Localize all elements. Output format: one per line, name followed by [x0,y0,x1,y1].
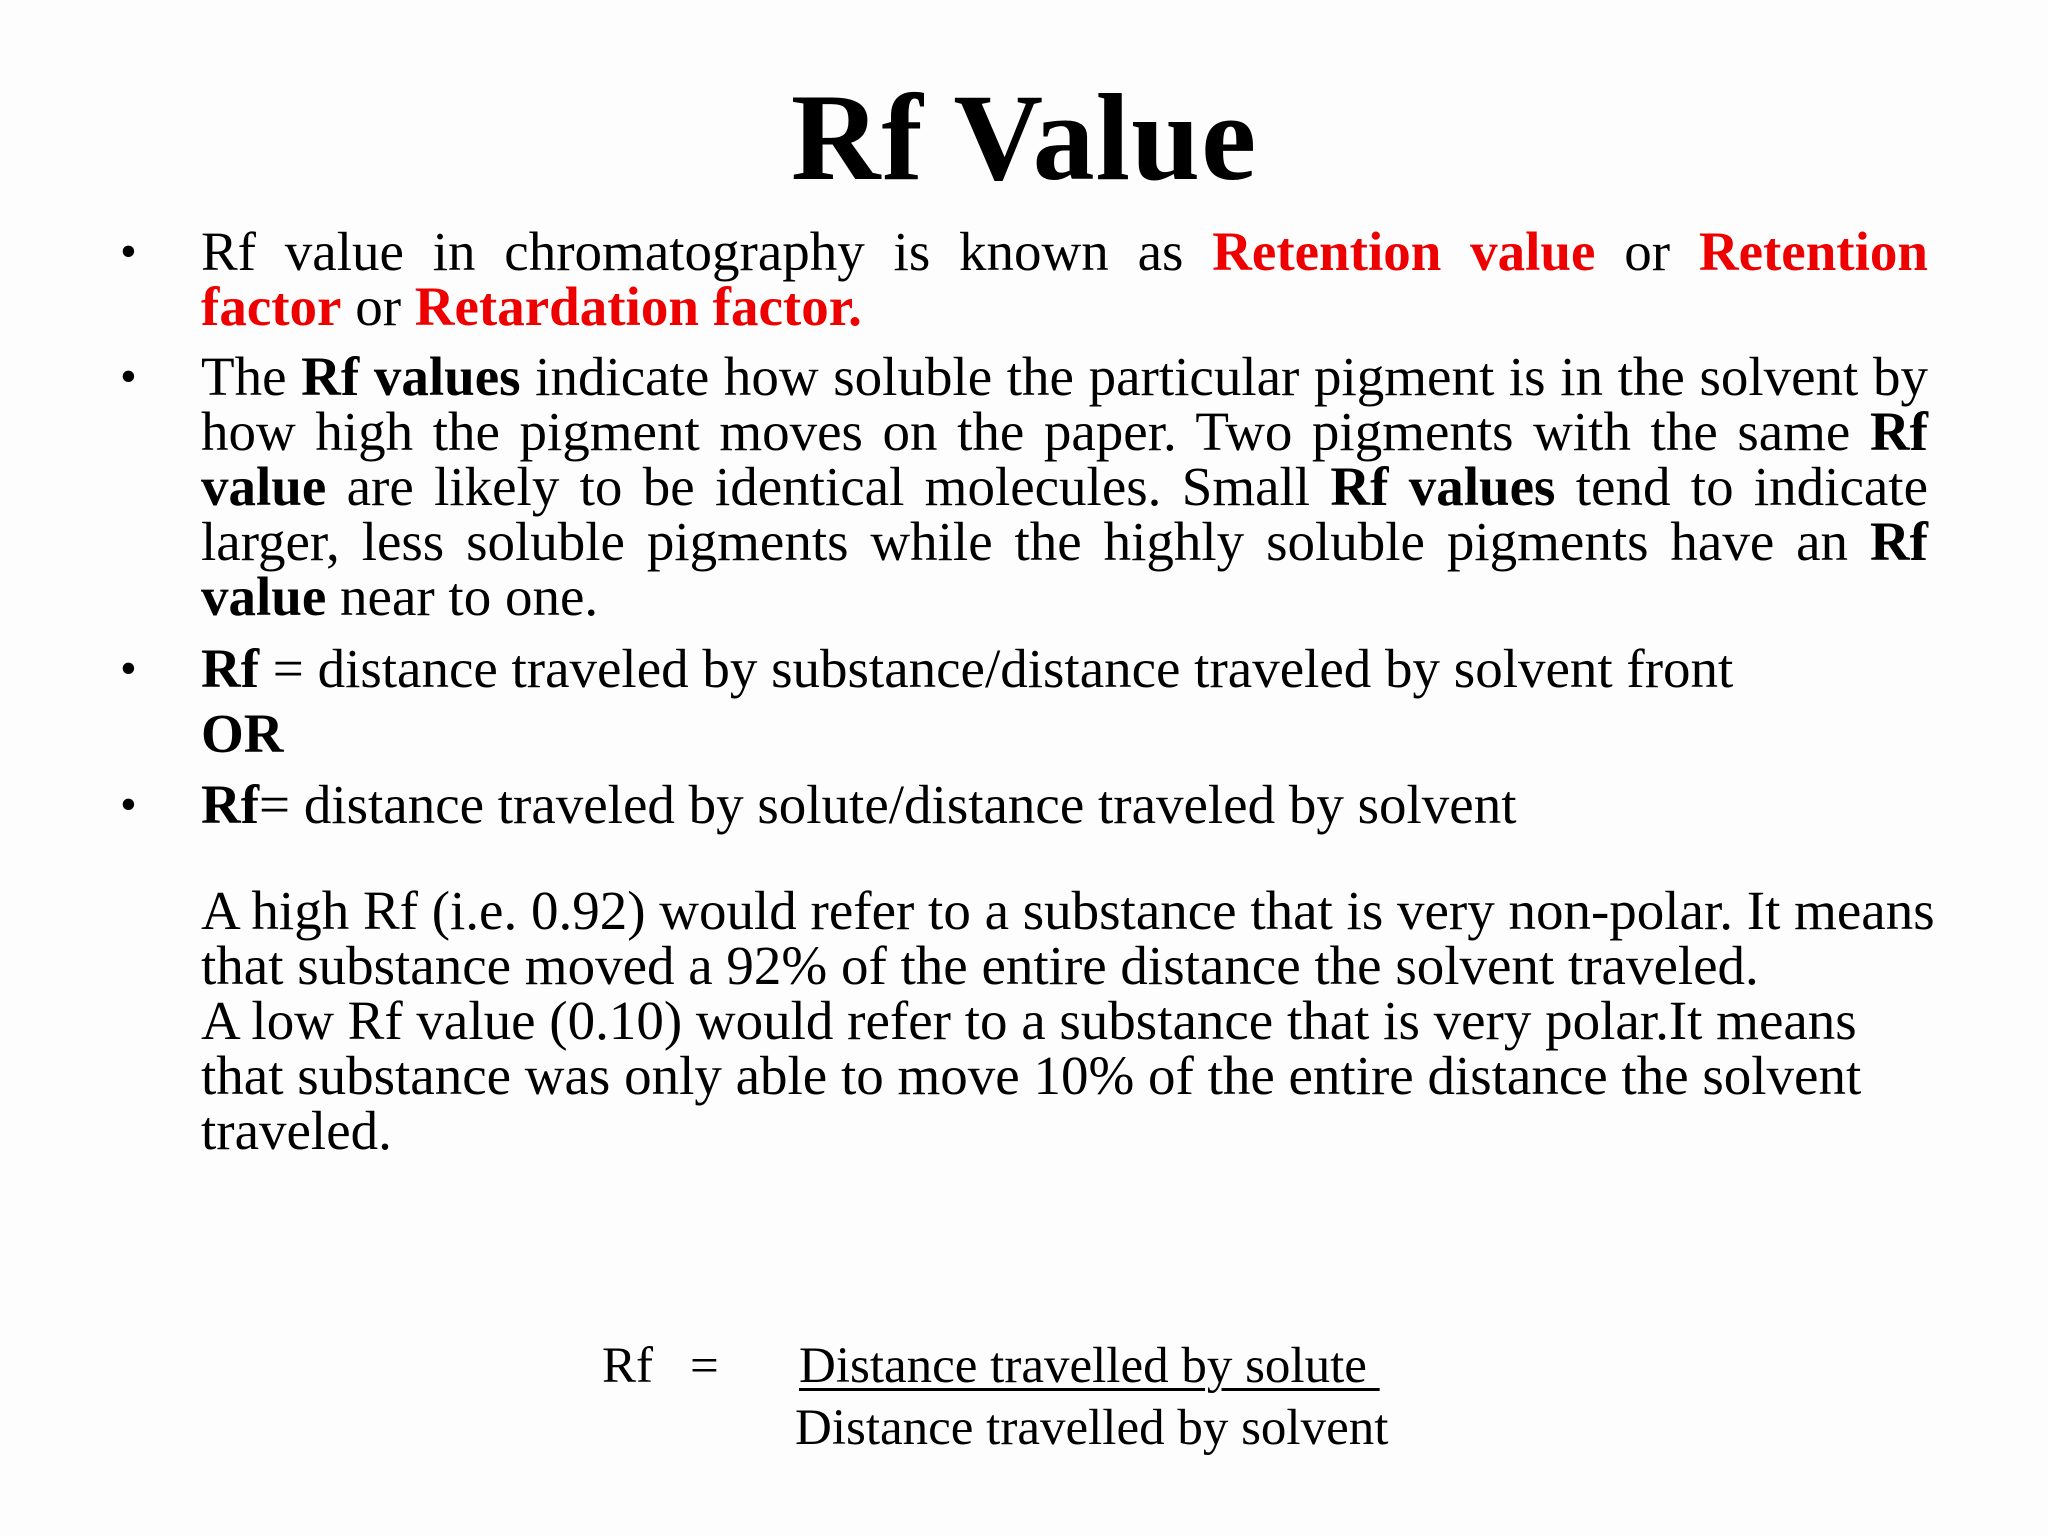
highlight-retention-factor: Retention factor [201,221,1928,337]
formula-equals: = [690,1338,719,1394]
bullet-text: Rf value in chromatography is known as [201,221,1213,282]
bullet-text: tend to indicate larger, less soluble pigments while the highly soluble pigments have an [201,456,1928,572]
or-label: OR [201,703,284,764]
bullet-item-rf-formula-solute [120,774,1928,835]
formula-lhs: Rf [602,1338,653,1394]
bullet-text: near to one. [326,566,599,627]
bold-term: Rf value [201,511,1928,627]
bold-term: Rf values [301,346,521,407]
bullet-list [120,221,1928,835]
bold-term: Rf values [1330,456,1556,517]
bold-term: Rf [201,638,260,699]
bullet-text: are likely to be identical molecules. Small [326,456,1331,517]
rf-formula [0,1337,2048,1467]
bullet-item-rf-definition [120,221,1928,337]
slide-title: Rf Value [790,69,1258,206]
low-rf-note: A low Rf value (0.10) would refer to a substance that is very polar.It means that substance was only able to move 10% of the entire distance the solvent traveled. [201,990,1862,1161]
bullet-text: or [1595,221,1699,282]
formula-denominator: Distance travelled by solvent [795,1400,1389,1456]
bullet-dot: • [120,778,137,831]
formula-numerator: Distance travelled by solute [799,1338,1380,1394]
bullet-item-rf-solubility [120,346,1928,627]
high-rf-note: A high Rf (i.e. 0.92) would refer to a substance that is very non-polar. It means that substance moved a 92% of the entire distance the solvent traveled. [201,880,1935,996]
bullet-dot: • [120,225,137,278]
bold-term: Rf value [201,401,1928,517]
bullet-item-rf-formula-substance [120,638,1928,699]
bullet-text: = distance traveled by solute/distance traveled by solvent [259,774,1517,835]
highlight-retention-value: Retention value [1212,221,1596,282]
bullet-text: = distance traveled by substance/distance traveled by solvent front [259,638,1734,699]
rf-examples [201,880,1941,1161]
bold-term: Rf [201,774,260,835]
bullet-text: or [341,276,415,337]
bullet-dot: • [120,350,137,403]
bullet-text: The [201,346,302,407]
bullet-dot: • [120,642,137,695]
highlight-retardation-factor: Retardation factor. [414,276,862,337]
bullet-text: indicate how soluble the particular pigment is in the solvent by how high the pigment moves on the paper. Two pigments with the same [201,346,1928,462]
